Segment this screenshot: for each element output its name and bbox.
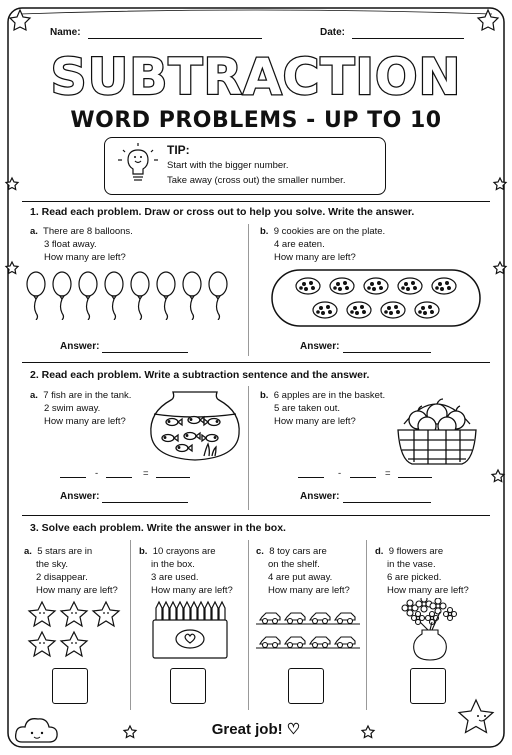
flower-vase-picture	[400, 598, 460, 662]
column-divider	[366, 540, 367, 710]
minus-sign: -	[95, 468, 99, 479]
blank-number[interactable]	[60, 477, 86, 478]
footer-message: Great job! ♡	[211, 721, 301, 738]
answer-label: Answer:	[300, 341, 340, 352]
tip-line: Take away (cross out) the smaller number.	[167, 175, 346, 186]
answer-label: Answer:	[60, 341, 100, 352]
answer-label: Answer:	[60, 491, 100, 502]
equals-sign: =	[143, 468, 149, 479]
tip-box	[104, 137, 386, 195]
lightbulb-icon	[115, 142, 161, 188]
crayon-box-picture	[150, 600, 230, 660]
answer-line-2b[interactable]	[343, 502, 431, 503]
problem-3b: b. 10 crayons are in the box. 3 are used. How many are left?	[139, 546, 233, 596]
page-title: SUBTRACTION	[50, 48, 462, 106]
section-heading: 3. Solve each problem. Write the answer in the box.	[30, 522, 286, 534]
fish-bowl-picture	[148, 386, 242, 464]
date-field[interactable]	[352, 38, 464, 39]
section-divider	[22, 201, 490, 202]
tip-line: Start with the bigger number.	[167, 160, 289, 171]
blank-number[interactable]	[156, 477, 190, 478]
corner-star-icon	[10, 10, 30, 30]
answer-line-1b[interactable]	[343, 352, 431, 353]
problem-3c: c. 8 toy cars are on the shelf. 4 are put away. How many are left?	[256, 546, 350, 596]
minus-sign: -	[338, 468, 342, 479]
page-subtitle: WORD PROBLEMS - UP TO 10	[70, 108, 442, 133]
section-divider	[22, 362, 490, 363]
section-divider	[22, 515, 490, 516]
problem-1b: b. 9 cookies are on the plate. 4 are eaten. How many are left?	[260, 226, 386, 263]
blank-number[interactable]	[298, 477, 324, 478]
problem-2a: a. 7 fish are in the tank. 2 swim away. How many are left?	[30, 390, 132, 427]
blank-number[interactable]	[398, 477, 432, 478]
answer-label: Answer:	[300, 491, 340, 502]
stars-picture	[26, 600, 122, 660]
column-divider	[130, 540, 131, 710]
problem-2b: b. 6 apples are in the basket. 5 are taken out. How many are left?	[260, 390, 386, 427]
answer-line-2a[interactable]	[102, 502, 188, 503]
equals-sign: =	[385, 468, 391, 479]
answer-box-3d[interactable]	[410, 668, 446, 704]
corner-star-icon	[478, 10, 498, 30]
cookies-plate-picture	[270, 268, 482, 328]
problem-3a: a. 5 stars are in the sky. 2 disappear. How many are left?	[24, 546, 118, 596]
answer-box-3a[interactable]	[52, 668, 88, 704]
column-divider	[248, 386, 249, 510]
name-label: Name:	[50, 27, 81, 38]
answer-box-3c[interactable]	[288, 668, 324, 704]
balloons-picture	[26, 270, 240, 320]
tip-heading: TIP:	[167, 143, 190, 157]
date-label: Date:	[320, 27, 346, 38]
name-field[interactable]	[88, 38, 262, 39]
blank-number[interactable]	[106, 477, 132, 478]
apple-basket-picture	[394, 396, 480, 468]
toy-cars-picture	[256, 608, 360, 654]
column-divider	[248, 224, 249, 356]
problem-3d: d. 9 flowers are in the vase. 6 are picked. How many are left?	[375, 546, 469, 596]
section-heading: 2. Read each problem. Write a subtraction sentence and the answer.	[30, 369, 370, 381]
column-divider	[248, 540, 249, 710]
problem-1a: a. There are 8 balloons. 3 float away. How many are left?	[30, 226, 133, 263]
answer-box-3b[interactable]	[170, 668, 206, 704]
answer-line-1a[interactable]	[102, 352, 188, 353]
blank-number[interactable]	[350, 477, 376, 478]
section-heading: 1. Read each problem. Draw or cross out to help you solve. Write the answer.	[30, 206, 415, 218]
